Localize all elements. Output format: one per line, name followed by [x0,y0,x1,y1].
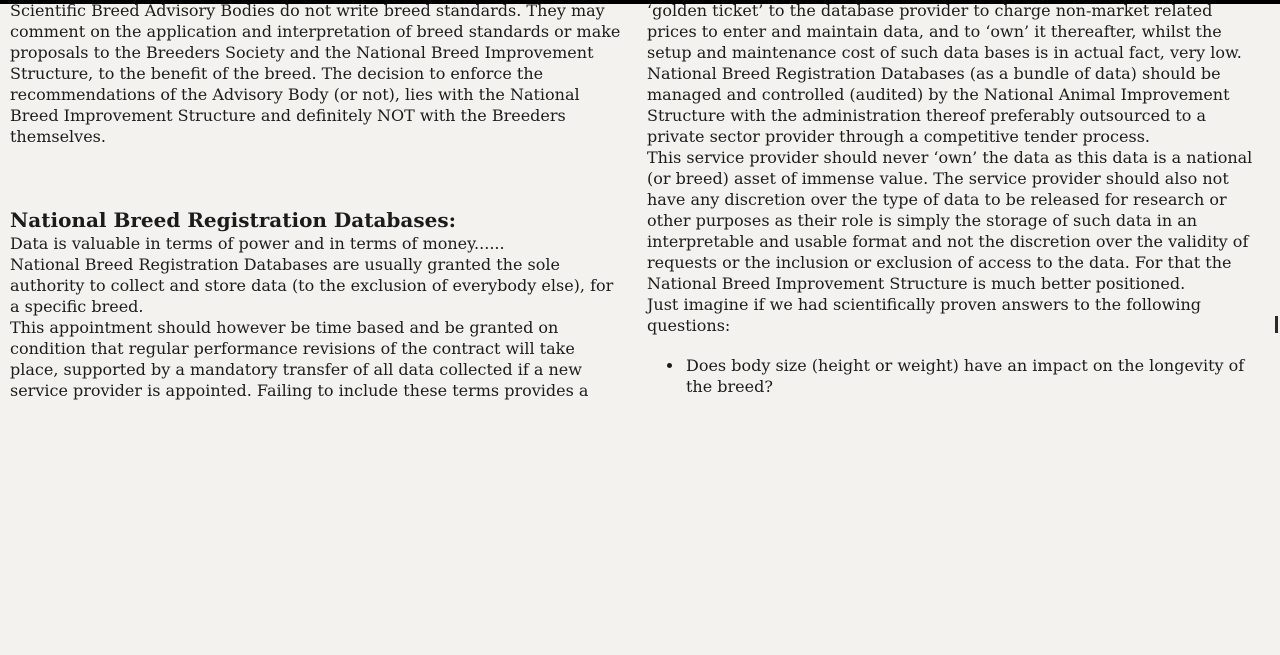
scrollbar-thumb[interactable] [1275,316,1278,333]
text-column-right [647,0,1257,397]
paragraph-advisory-bodies: Scientific Breed Advisory Bodies do not write breed standards. They may comment on the application and interpretation of breed standards or make proposals to the Breeders Society and the National Breed Improvement Structure, to the benefit of the breed. The decision to enforce the recommendations of the Advisory Body (or not), lies with the National Breed Improvement Structure and definitely NOT with the Breeders themselves. [10,1,621,146]
paragraph-bundle-of-data: National Breed Registration Databases (as a bundle of data) should be managed and controlled (audited) by the National Animal Improvement Structure with the administration thereof preferably outsourced to a private sector provider through a competitive tender process. [647,64,1230,146]
bullet-item-body-size: • Does body size (height or weight) have an impact on the longevity of the breed? [684,355,1257,397]
paragraph-data-is-valuable: Data is valuable in terms of power and in terms of money...... [10,234,505,253]
paragraph-golden-ticket: ‘golden ticket’ to the database provider to charge non-market related prices to enter and maintain data, and to ‘own’ it thereafter, whilst the setup and maintenance cost of such data bases is in actual fact, very low. [647,1,1242,62]
paragraph-sole-authority: National Breed Registration Databases are usually granted the sole authority to collect and store data (to the exclusion of everybody else), for a specific breed. [10,255,614,316]
paragraph-just-imagine: Just imagine if we had scientifically proven answers to the following questions: [647,295,1201,335]
text-column-left [10,0,622,401]
heading-national-breed-registration-databases: National Breed Registration Databases: [10,208,456,232]
questions-bullet-list [647,355,1257,397]
paragraph-time-based-appointment: This appointment should however be time based and be granted on condition that regular performance revisions of the contract will take place, supported by a mandatory transfer of all data collected if a new service provider is appointed. Failing to include these terms provides a [10,318,589,400]
paragraph-service-provider-ownership: This service provider should never ‘own’ the data as this data is a national (or breed) asset of immense value. The service provider should also not have any discretion over the type of data to be released for research or other purposes as their role is simply the storage of such data in an interpretable and usable format and not the discretion over the validity of requests or the inclusion or exclusion of access to the data. For that the National Breed Improvement Structure is much better positioned. [647,148,1253,293]
